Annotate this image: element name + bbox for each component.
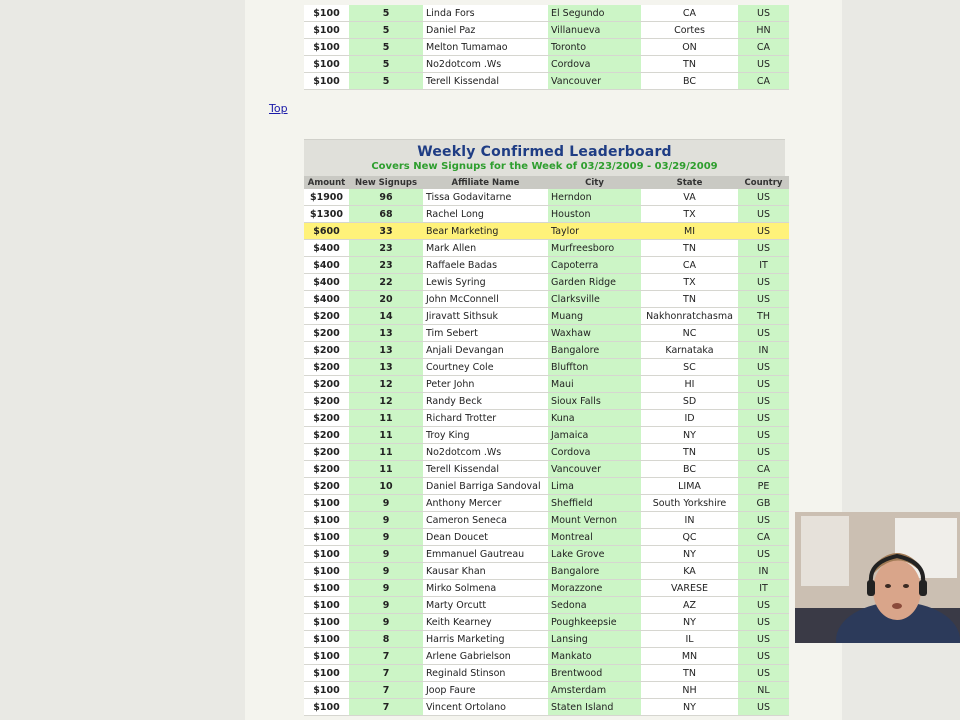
cell-affiliate-name: Anjali Devangan bbox=[423, 342, 548, 359]
cell-state: LIMA bbox=[641, 478, 738, 495]
cell-country: US bbox=[738, 614, 789, 631]
cell-amount: $200 bbox=[304, 359, 349, 376]
cell-city: Toronto bbox=[548, 39, 641, 56]
cell-city: Poughkeepsie bbox=[548, 614, 641, 631]
cell-country: US bbox=[738, 648, 789, 665]
cell-signups: 9 bbox=[349, 597, 423, 614]
cell-city: Kuna bbox=[548, 410, 641, 427]
cell-affiliate-name: Lewis Syring bbox=[423, 274, 548, 291]
cell-state: BC bbox=[641, 461, 738, 478]
cell-signups: 11 bbox=[349, 410, 423, 427]
cell-country: CA bbox=[738, 39, 789, 56]
table-row bbox=[304, 410, 789, 427]
cell-city: Montreal bbox=[548, 529, 641, 546]
cell-signups: 33 bbox=[349, 223, 423, 240]
table-row bbox=[304, 393, 789, 410]
cell-signups: 13 bbox=[349, 359, 423, 376]
leaderboard-subtitle: Covers New Signups for the Week of 03/23/2009 - 03/29/2009 bbox=[371, 161, 718, 172]
cell-amount: $200 bbox=[304, 325, 349, 342]
cell-country: IN bbox=[738, 563, 789, 580]
cell-state: AZ bbox=[641, 597, 738, 614]
cell-city: Sedona bbox=[548, 597, 641, 614]
cell-city: Taylor bbox=[548, 223, 641, 240]
cell-city: Bangalore bbox=[548, 563, 641, 580]
cell-city: Garden Ridge bbox=[548, 274, 641, 291]
cell-state: NY bbox=[641, 546, 738, 563]
cell-country: US bbox=[738, 206, 789, 223]
table-header-row bbox=[304, 176, 789, 189]
cell-state: Nakhonratchasma bbox=[641, 308, 738, 325]
cell-affiliate-name: Harris Marketing bbox=[423, 631, 548, 648]
cell-country: IT bbox=[738, 580, 789, 597]
cell-affiliate-name: Troy King bbox=[423, 427, 548, 444]
cell-city: Lansing bbox=[548, 631, 641, 648]
cell-amount: $1900 bbox=[304, 189, 349, 206]
cell-country: CA bbox=[738, 529, 789, 546]
cell-country: US bbox=[738, 240, 789, 257]
table-row bbox=[304, 614, 789, 631]
table-row bbox=[304, 495, 789, 512]
cell-country: US bbox=[738, 665, 789, 682]
cell-affiliate-name: Vincent Ortolano bbox=[423, 699, 548, 716]
cell-amount: $600 bbox=[304, 223, 349, 240]
cell-signups: 5 bbox=[349, 39, 423, 56]
cell-country: US bbox=[738, 444, 789, 461]
cell-country: HN bbox=[738, 22, 789, 39]
cell-signups: 7 bbox=[349, 648, 423, 665]
table-row bbox=[304, 325, 789, 342]
cell-signups: 68 bbox=[349, 206, 423, 223]
table-row bbox=[304, 342, 789, 359]
cell-amount: $1300 bbox=[304, 206, 349, 223]
cell-state: KA bbox=[641, 563, 738, 580]
cell-affiliate-name: Daniel Paz bbox=[423, 22, 548, 39]
cell-amount: $100 bbox=[304, 665, 349, 682]
cell-signups: 20 bbox=[349, 291, 423, 308]
webcam-overlay bbox=[795, 512, 960, 643]
table-row bbox=[304, 580, 789, 597]
table-row bbox=[304, 699, 789, 716]
cell-state: NY bbox=[641, 427, 738, 444]
cell-amount: $400 bbox=[304, 257, 349, 274]
cell-city: Morazzone bbox=[548, 580, 641, 597]
cell-country: US bbox=[738, 427, 789, 444]
cell-amount: $400 bbox=[304, 291, 349, 308]
cell-signups: 12 bbox=[349, 393, 423, 410]
cell-country: US bbox=[738, 223, 789, 240]
cell-amount: $100 bbox=[304, 512, 349, 529]
cell-affiliate-name: Rachel Long bbox=[423, 206, 548, 223]
cell-city: Bluffton bbox=[548, 359, 641, 376]
cell-state: NH bbox=[641, 682, 738, 699]
cell-affiliate-name: Tissa Godavitarne bbox=[423, 189, 548, 206]
cell-signups: 10 bbox=[349, 478, 423, 495]
cell-state: Karnataka bbox=[641, 342, 738, 359]
cell-signups: 13 bbox=[349, 325, 423, 342]
cell-country: US bbox=[738, 5, 789, 22]
table-row bbox=[304, 257, 789, 274]
table-row bbox=[304, 359, 789, 376]
cell-city: Murfreesboro bbox=[548, 240, 641, 257]
table-row bbox=[304, 478, 789, 495]
cell-amount: $200 bbox=[304, 461, 349, 478]
cell-country: US bbox=[738, 359, 789, 376]
cell-state: ON bbox=[641, 39, 738, 56]
table-row bbox=[304, 444, 789, 461]
table-row bbox=[304, 546, 789, 563]
cell-city: Brentwood bbox=[548, 665, 641, 682]
cell-state: NY bbox=[641, 614, 738, 631]
cell-signups: 12 bbox=[349, 376, 423, 393]
cell-signups: 23 bbox=[349, 257, 423, 274]
table-row bbox=[304, 461, 789, 478]
cell-affiliate-name: Anthony Mercer bbox=[423, 495, 548, 512]
table-row bbox=[304, 240, 789, 257]
cell-signups: 5 bbox=[349, 5, 423, 22]
cell-affiliate-name: Mark Allen bbox=[423, 240, 548, 257]
cell-state: BC bbox=[641, 73, 738, 90]
table-row bbox=[304, 376, 789, 393]
cell-amount: $100 bbox=[304, 597, 349, 614]
cell-state: MN bbox=[641, 648, 738, 665]
cell-state: TX bbox=[641, 274, 738, 291]
cell-state: TN bbox=[641, 291, 738, 308]
cell-city: Mankato bbox=[548, 648, 641, 665]
cell-affiliate-name: Joop Faure bbox=[423, 682, 548, 699]
cell-city: Lima bbox=[548, 478, 641, 495]
cell-amount: $100 bbox=[304, 546, 349, 563]
cell-amount: $100 bbox=[304, 22, 349, 39]
cell-signups: 11 bbox=[349, 444, 423, 461]
cell-state: SC bbox=[641, 359, 738, 376]
table-row bbox=[304, 291, 789, 308]
cell-country: US bbox=[738, 376, 789, 393]
cell-state: HI bbox=[641, 376, 738, 393]
cell-signups: 7 bbox=[349, 665, 423, 682]
cell-affiliate-name: No2dotcom .Ws bbox=[423, 56, 548, 73]
column-header-state: State bbox=[641, 176, 738, 189]
cell-country: US bbox=[738, 325, 789, 342]
cell-country: US bbox=[738, 597, 789, 614]
cell-signups: 22 bbox=[349, 274, 423, 291]
cell-country: TH bbox=[738, 308, 789, 325]
cell-amount: $100 bbox=[304, 580, 349, 597]
cell-city: Sheffield bbox=[548, 495, 641, 512]
cell-country: US bbox=[738, 291, 789, 308]
cell-state: MI bbox=[641, 223, 738, 240]
cell-amount: $200 bbox=[304, 342, 349, 359]
cell-city: Bangalore bbox=[548, 342, 641, 359]
cell-amount: $200 bbox=[304, 427, 349, 444]
cell-affiliate-name: Kausar Khan bbox=[423, 563, 548, 580]
cell-amount: $400 bbox=[304, 240, 349, 257]
cell-affiliate-name: Terell Kissendal bbox=[423, 73, 548, 90]
cell-affiliate-name: Melton Tumamao bbox=[423, 39, 548, 56]
cell-signups: 9 bbox=[349, 614, 423, 631]
cell-city: Vancouver bbox=[548, 73, 641, 90]
cell-country: US bbox=[738, 274, 789, 291]
cell-state: CA bbox=[641, 257, 738, 274]
cell-signups: 96 bbox=[349, 189, 423, 206]
cell-affiliate-name: Raffaele Badas bbox=[423, 257, 548, 274]
cell-affiliate-name: Keith Kearney bbox=[423, 614, 548, 631]
cell-affiliate-name: John McConnell bbox=[423, 291, 548, 308]
cell-state: IN bbox=[641, 512, 738, 529]
cell-country: US bbox=[738, 189, 789, 206]
cell-country: US bbox=[738, 56, 789, 73]
table-row bbox=[304, 73, 789, 90]
table-row bbox=[304, 529, 789, 546]
column-header-country: Country bbox=[738, 176, 789, 189]
cell-signups: 9 bbox=[349, 563, 423, 580]
person-webcam-icon bbox=[795, 512, 960, 643]
cell-state: QC bbox=[641, 529, 738, 546]
cell-amount: $200 bbox=[304, 308, 349, 325]
cell-state: VA bbox=[641, 189, 738, 206]
column-header-amount: Amount bbox=[304, 176, 349, 189]
cell-signups: 9 bbox=[349, 512, 423, 529]
cell-country: NL bbox=[738, 682, 789, 699]
previous-leaderboard-table bbox=[304, 5, 789, 90]
cell-country: IN bbox=[738, 342, 789, 359]
table-row bbox=[304, 597, 789, 614]
cell-affiliate-name: Randy Beck bbox=[423, 393, 548, 410]
cell-affiliate-name: Jiravatt Sithsuk bbox=[423, 308, 548, 325]
cell-amount: $100 bbox=[304, 631, 349, 648]
cell-signups: 9 bbox=[349, 546, 423, 563]
leaderboard-header bbox=[304, 139, 785, 177]
cell-country: US bbox=[738, 546, 789, 563]
cell-country: US bbox=[738, 512, 789, 529]
cell-country: US bbox=[738, 410, 789, 427]
cell-amount: $200 bbox=[304, 478, 349, 495]
cell-affiliate-name: Cameron Seneca bbox=[423, 512, 548, 529]
cell-affiliate-name: Bear Marketing bbox=[423, 223, 548, 240]
cell-state: Cortes bbox=[641, 22, 738, 39]
cell-city: Lake Grove bbox=[548, 546, 641, 563]
table-row bbox=[304, 665, 789, 682]
cell-country: IT bbox=[738, 257, 789, 274]
cell-affiliate-name: Arlene Gabrielson bbox=[423, 648, 548, 665]
cell-affiliate-name: Peter John bbox=[423, 376, 548, 393]
weekly-leaderboard-table bbox=[304, 176, 789, 716]
cell-city: Amsterdam bbox=[548, 682, 641, 699]
cell-city: Maui bbox=[548, 376, 641, 393]
cell-country: PE bbox=[738, 478, 789, 495]
cell-country: GB bbox=[738, 495, 789, 512]
table-row bbox=[304, 427, 789, 444]
cell-signups: 11 bbox=[349, 427, 423, 444]
cell-affiliate-name: Mirko Solmena bbox=[423, 580, 548, 597]
cell-country: CA bbox=[738, 73, 789, 90]
cell-signups: 5 bbox=[349, 73, 423, 90]
cell-state: TN bbox=[641, 444, 738, 461]
leaderboard-title: Weekly Confirmed Leaderboard bbox=[417, 144, 672, 160]
cell-signups: 9 bbox=[349, 580, 423, 597]
cell-affiliate-name: Daniel Barriga Sandoval bbox=[423, 478, 548, 495]
cell-city: Jamaica bbox=[548, 427, 641, 444]
cell-affiliate-name: Emmanuel Gautreau bbox=[423, 546, 548, 563]
cell-state: TN bbox=[641, 56, 738, 73]
table-row bbox=[304, 308, 789, 325]
cell-city: Waxhaw bbox=[548, 325, 641, 342]
cell-amount: $100 bbox=[304, 648, 349, 665]
cell-state: ID bbox=[641, 410, 738, 427]
cell-city: El Segundo bbox=[548, 5, 641, 22]
cell-affiliate-name: Tim Sebert bbox=[423, 325, 548, 342]
cell-signups: 9 bbox=[349, 529, 423, 546]
table-row bbox=[304, 189, 789, 206]
cell-signups: 23 bbox=[349, 240, 423, 257]
cell-state: IL bbox=[641, 631, 738, 648]
cell-affiliate-name: Courtney Cole bbox=[423, 359, 548, 376]
cell-amount: $100 bbox=[304, 529, 349, 546]
cell-city: Houston bbox=[548, 206, 641, 223]
table-row bbox=[304, 56, 789, 73]
cell-affiliate-name: Terell Kissendal bbox=[423, 461, 548, 478]
cell-state: South Yorkshire bbox=[641, 495, 738, 512]
cell-city: Clarksville bbox=[548, 291, 641, 308]
cell-city: Staten Island bbox=[548, 699, 641, 716]
cell-state: CA bbox=[641, 5, 738, 22]
cell-amount: $100 bbox=[304, 682, 349, 699]
cell-state: NY bbox=[641, 699, 738, 716]
table-row bbox=[304, 274, 789, 291]
cell-amount: $200 bbox=[304, 410, 349, 427]
cell-state: NC bbox=[641, 325, 738, 342]
cell-city: Cordova bbox=[548, 444, 641, 461]
column-header-city: City bbox=[548, 176, 641, 189]
table-row bbox=[304, 22, 789, 39]
cell-amount: $100 bbox=[304, 56, 349, 73]
cell-signups: 8 bbox=[349, 631, 423, 648]
cell-amount: $100 bbox=[304, 5, 349, 22]
cell-country: CA bbox=[738, 461, 789, 478]
cell-amount: $100 bbox=[304, 699, 349, 716]
cell-city: Sioux Falls bbox=[548, 393, 641, 410]
cell-city: Herndon bbox=[548, 189, 641, 206]
cell-state: TX bbox=[641, 206, 738, 223]
table-row bbox=[304, 39, 789, 56]
cell-affiliate-name: Dean Doucet bbox=[423, 529, 548, 546]
cell-amount: $200 bbox=[304, 444, 349, 461]
cell-affiliate-name: No2dotcom .Ws bbox=[423, 444, 548, 461]
cell-amount: $100 bbox=[304, 39, 349, 56]
cell-state: SD bbox=[641, 393, 738, 410]
table-row bbox=[304, 512, 789, 529]
cell-state: TN bbox=[641, 665, 738, 682]
cell-city: Muang bbox=[548, 308, 641, 325]
cell-signups: 7 bbox=[349, 682, 423, 699]
cell-affiliate-name: Linda Fors bbox=[423, 5, 548, 22]
table-row bbox=[304, 206, 789, 223]
cell-amount: $200 bbox=[304, 393, 349, 410]
cell-signups: 7 bbox=[349, 699, 423, 716]
column-header-affiliate: Affiliate Name bbox=[423, 176, 548, 189]
cell-amount: $100 bbox=[304, 495, 349, 512]
cell-amount: $100 bbox=[304, 614, 349, 631]
table-row bbox=[304, 5, 789, 22]
cell-country: US bbox=[738, 699, 789, 716]
table-row bbox=[304, 563, 789, 580]
cell-amount: $400 bbox=[304, 274, 349, 291]
cell-affiliate-name: Reginald Stinson bbox=[423, 665, 548, 682]
cell-affiliate-name: Richard Trotter bbox=[423, 410, 548, 427]
cell-state: VARESE bbox=[641, 580, 738, 597]
cell-signups: 13 bbox=[349, 342, 423, 359]
column-header-signups: New Signups bbox=[349, 176, 423, 189]
cell-city: Mount Vernon bbox=[548, 512, 641, 529]
cell-signups: 5 bbox=[349, 22, 423, 39]
cell-state: TN bbox=[641, 240, 738, 257]
cell-country: US bbox=[738, 631, 789, 648]
table-row bbox=[304, 223, 789, 240]
cell-affiliate-name: Marty Orcutt bbox=[423, 597, 548, 614]
cell-city: Capoterra bbox=[548, 257, 641, 274]
table-row bbox=[304, 682, 789, 699]
cell-city: Villanueva bbox=[548, 22, 641, 39]
cell-city: Cordova bbox=[548, 56, 641, 73]
top-link[interactable]: Top bbox=[269, 102, 288, 115]
cell-signups: 14 bbox=[349, 308, 423, 325]
cell-country: US bbox=[738, 393, 789, 410]
cell-amount: $100 bbox=[304, 73, 349, 90]
cell-city: Vancouver bbox=[548, 461, 641, 478]
table-row bbox=[304, 631, 789, 648]
cell-signups: 11 bbox=[349, 461, 423, 478]
cell-signups: 5 bbox=[349, 56, 423, 73]
cell-signups: 9 bbox=[349, 495, 423, 512]
cell-amount: $100 bbox=[304, 563, 349, 580]
table-row bbox=[304, 648, 789, 665]
cell-amount: $200 bbox=[304, 376, 349, 393]
